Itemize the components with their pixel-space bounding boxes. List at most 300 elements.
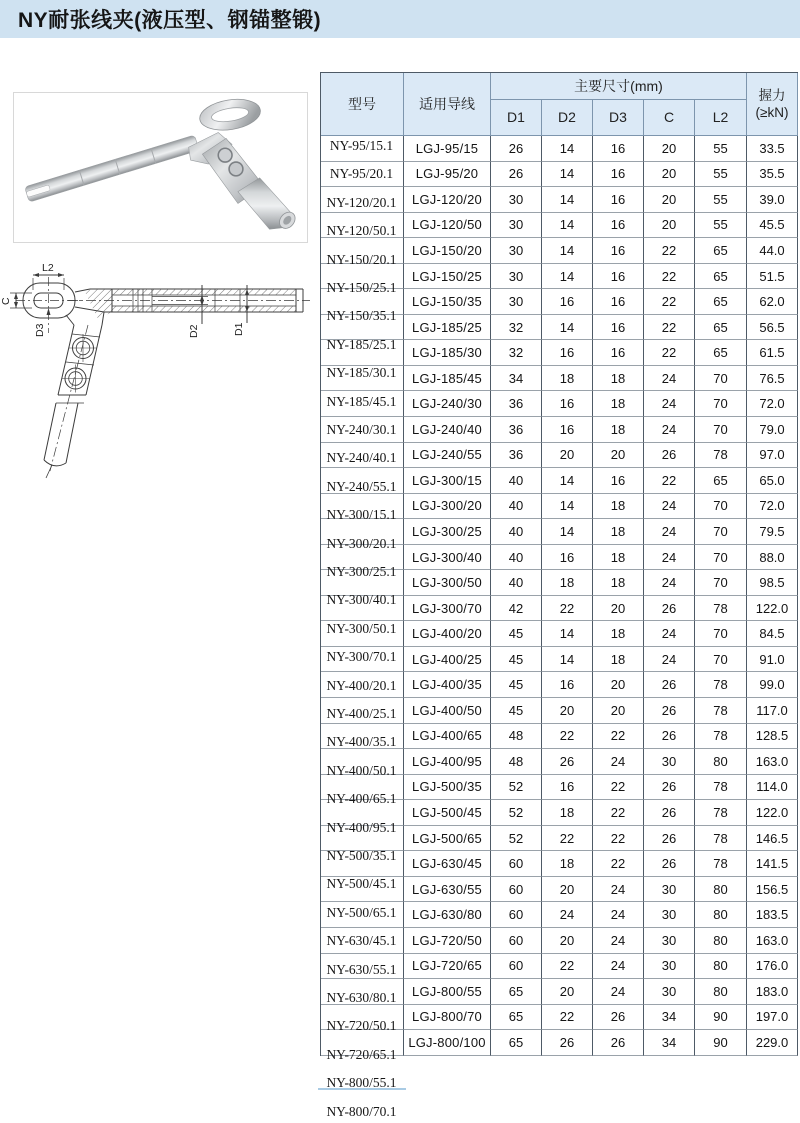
value-cell: 30 xyxy=(491,187,542,213)
dim-label-l2: L2 xyxy=(42,262,54,274)
value-cell: 78 xyxy=(695,698,747,724)
value-cell: 80 xyxy=(695,979,747,1005)
conductor-cell: LGJ-185/30 xyxy=(404,340,491,366)
conductor-cell: LGJ-300/15 xyxy=(404,468,491,494)
value-cell: 26 xyxy=(644,800,695,826)
value-cell: 24 xyxy=(593,954,644,980)
value-cell: 22 xyxy=(644,315,695,341)
value-cell: 16 xyxy=(542,417,593,443)
value-cell: 22 xyxy=(593,851,644,877)
conductor-cell: LGJ-500/45 xyxy=(404,800,491,826)
value-cell: 45.5 xyxy=(747,213,798,239)
value-cell: 26 xyxy=(491,162,542,188)
value-cell: 30 xyxy=(644,902,695,928)
value-cell: 122.0 xyxy=(747,800,798,826)
model-label: NY-240/40.1 xyxy=(326,450,397,466)
conductor-cell: LGJ-400/35 xyxy=(404,672,491,698)
conductor-cell: LGJ-185/45 xyxy=(404,366,491,392)
model-label: NY-630/80.1 xyxy=(326,990,397,1005)
value-cell: 79.5 xyxy=(747,519,798,545)
value-cell: 20 xyxy=(593,596,644,622)
conductor-cell: LGJ-630/45 xyxy=(404,851,491,877)
value-cell: 20 xyxy=(593,443,644,469)
value-cell: 16 xyxy=(542,289,593,315)
value-cell: 55 xyxy=(695,213,747,239)
model-label: NY-185/30.1 xyxy=(326,365,397,381)
value-cell: 70 xyxy=(695,570,747,596)
value-cell: 24 xyxy=(644,494,695,520)
value-cell: 65 xyxy=(695,289,747,315)
value-cell: 70 xyxy=(695,417,747,443)
value-cell: 156.5 xyxy=(747,877,798,903)
model-label: NY-150/35.1 xyxy=(326,308,397,324)
conductor-cell: LGJ-300/50 xyxy=(404,570,491,596)
conductor-cell: LGJ-240/30 xyxy=(404,391,491,417)
value-cell: 24 xyxy=(644,366,695,392)
value-cell: 18 xyxy=(593,366,644,392)
value-cell: 16 xyxy=(542,391,593,417)
model-label: NY-400/65.1 xyxy=(326,791,397,807)
value-cell: 30 xyxy=(644,954,695,980)
value-cell: 24 xyxy=(593,928,644,954)
value-cell: 26 xyxy=(593,1005,644,1031)
model-label: NY-720/65.1 xyxy=(326,1046,397,1062)
conductor-cell: LGJ-400/20 xyxy=(404,621,491,647)
conductor-cell: LGJ-720/50 xyxy=(404,928,491,954)
value-cell: 32 xyxy=(491,340,542,366)
value-cell: 80 xyxy=(695,954,747,980)
model-label: NY-400/20.1 xyxy=(326,677,397,693)
value-cell: 78 xyxy=(695,596,747,622)
header-conductor: 适用导线 xyxy=(404,73,491,136)
conductor-cell: LGJ-300/70 xyxy=(404,596,491,622)
value-cell: 163.0 xyxy=(747,749,798,775)
value-cell: 30 xyxy=(491,289,542,315)
header-d2: D2 xyxy=(542,100,593,136)
value-cell: 14 xyxy=(542,468,593,494)
value-cell: 45 xyxy=(491,672,542,698)
value-cell: 62.0 xyxy=(747,289,798,315)
value-cell: 60 xyxy=(491,877,542,903)
value-cell: 78 xyxy=(695,800,747,826)
value-cell: 40 xyxy=(491,468,542,494)
conductor-cell: LGJ-400/95 xyxy=(404,749,491,775)
value-cell: 40 xyxy=(491,519,542,545)
value-cell: 20 xyxy=(644,213,695,239)
conductor-cell: LGJ-720/65 xyxy=(404,954,491,980)
value-cell: 45 xyxy=(491,647,542,673)
dim-label-d1: D1 xyxy=(233,322,245,336)
value-cell: 14 xyxy=(542,494,593,520)
value-cell: 60 xyxy=(491,902,542,928)
value-cell: 22 xyxy=(542,826,593,852)
header-grip-line1: 握力 xyxy=(758,88,786,103)
model-label: NY-720/50.1 xyxy=(326,1018,397,1034)
dim-label-d3: D3 xyxy=(34,323,46,337)
value-cell: 65 xyxy=(491,1030,542,1056)
model-label: NY-400/95.1 xyxy=(326,819,397,835)
value-cell: 26 xyxy=(644,724,695,750)
conductor-cell: LGJ-800/55 xyxy=(404,979,491,1005)
value-cell: 18 xyxy=(542,570,593,596)
value-cell: 55 xyxy=(695,162,747,188)
value-cell: 30 xyxy=(491,213,542,239)
value-cell: 16 xyxy=(593,187,644,213)
value-cell: 79.0 xyxy=(747,417,798,443)
value-cell: 78 xyxy=(695,672,747,698)
model-label: NY-500/35.1 xyxy=(326,848,397,863)
value-cell: 61.5 xyxy=(747,340,798,366)
conductor-cell: LGJ-300/40 xyxy=(404,545,491,571)
model-label: NY-800/55.1 xyxy=(326,1075,397,1091)
value-cell: 30 xyxy=(644,877,695,903)
value-cell: 20 xyxy=(542,928,593,954)
value-cell: 14 xyxy=(542,315,593,341)
header-grip xyxy=(747,73,798,136)
value-cell: 14 xyxy=(542,187,593,213)
value-cell: 22 xyxy=(593,775,644,801)
conductor-cell: LGJ-500/65 xyxy=(404,826,491,852)
model-label: NY-300/40.1 xyxy=(326,592,397,608)
value-cell: 26 xyxy=(644,851,695,877)
value-cell: 72.0 xyxy=(747,391,798,417)
value-cell: 16 xyxy=(593,238,644,264)
value-cell: 26 xyxy=(644,672,695,698)
value-cell: 14 xyxy=(542,213,593,239)
value-cell: 60 xyxy=(491,851,542,877)
model-label: NY-95/20.1 xyxy=(329,166,394,182)
value-cell: 78 xyxy=(695,826,747,852)
value-cell: 22 xyxy=(593,826,644,852)
conductor-cell: LGJ-400/65 xyxy=(404,724,491,750)
conductor-cell: LGJ-95/20 xyxy=(404,162,491,188)
value-cell: 16 xyxy=(542,775,593,801)
value-cell: 52 xyxy=(491,775,542,801)
value-cell: 229.0 xyxy=(747,1030,798,1056)
header-c: C xyxy=(644,100,695,136)
value-cell: 90 xyxy=(695,1030,747,1056)
model-label: NY-150/20.1 xyxy=(326,251,397,267)
value-cell: 141.5 xyxy=(747,851,798,877)
value-cell: 55 xyxy=(695,187,747,213)
model-label: NY-500/65.1 xyxy=(326,904,397,920)
conductor-cell: LGJ-150/20 xyxy=(404,238,491,264)
value-cell: 26 xyxy=(644,596,695,622)
value-cell: 44.0 xyxy=(747,238,798,264)
value-cell: 51.5 xyxy=(747,264,798,290)
model-label: NY-120/20.1 xyxy=(326,194,397,210)
header-model: 型号 xyxy=(321,73,404,136)
value-cell: 24 xyxy=(644,391,695,417)
value-cell: 24 xyxy=(542,902,593,928)
value-cell: 80 xyxy=(695,902,747,928)
model-label: NY-150/25.1 xyxy=(326,280,397,295)
conductor-cell: LGJ-630/55 xyxy=(404,877,491,903)
value-cell: 30 xyxy=(644,749,695,775)
value-cell: 24 xyxy=(593,979,644,1005)
value-cell: 22 xyxy=(542,724,593,750)
value-cell: 84.5 xyxy=(747,621,798,647)
value-cell: 78 xyxy=(695,851,747,877)
value-cell: 117.0 xyxy=(747,698,798,724)
value-cell: 39.0 xyxy=(747,187,798,213)
value-cell: 18 xyxy=(593,570,644,596)
model-label: NY-800/70.1 xyxy=(326,1103,397,1119)
value-cell: 65 xyxy=(491,1005,542,1031)
value-cell: 30 xyxy=(491,238,542,264)
value-cell: 16 xyxy=(542,340,593,366)
value-cell: 122.0 xyxy=(747,596,798,622)
value-cell: 197.0 xyxy=(747,1005,798,1031)
dim-label-c: C xyxy=(0,297,12,305)
technical-drawing xyxy=(0,245,320,480)
value-cell: 80 xyxy=(695,928,747,954)
value-cell: 26 xyxy=(644,443,695,469)
conductor-cell: LGJ-500/35 xyxy=(404,775,491,801)
value-cell: 18 xyxy=(593,519,644,545)
value-cell: 18 xyxy=(542,366,593,392)
value-cell: 65 xyxy=(695,238,747,264)
value-cell: 65 xyxy=(695,264,747,290)
conductor-cell: LGJ-240/40 xyxy=(404,417,491,443)
model-label: NY-95/15.1 xyxy=(329,138,394,153)
model-label: NY-400/50.1 xyxy=(326,762,397,778)
value-cell: 65 xyxy=(695,315,747,341)
model-label: NY-300/15.1 xyxy=(326,507,397,523)
value-cell: 14 xyxy=(542,162,593,188)
header-l2: L2 xyxy=(695,100,747,136)
value-cell: 24 xyxy=(593,902,644,928)
value-cell: 30 xyxy=(644,979,695,1005)
value-cell: 80 xyxy=(695,749,747,775)
conductor-cell: LGJ-150/25 xyxy=(404,264,491,290)
model-label: NY-185/25.1 xyxy=(326,336,397,352)
value-cell: 18 xyxy=(593,621,644,647)
value-cell: 40 xyxy=(491,570,542,596)
value-cell: 22 xyxy=(644,289,695,315)
page-title: NY耐张线夹(液压型、钢锚整锻) xyxy=(18,9,322,32)
value-cell: 36 xyxy=(491,443,542,469)
value-cell: 16 xyxy=(593,264,644,290)
value-cell: 48 xyxy=(491,724,542,750)
value-cell: 97.0 xyxy=(747,443,798,469)
value-cell: 34 xyxy=(644,1005,695,1031)
value-cell: 88.0 xyxy=(747,545,798,571)
conductor-cell: LGJ-300/25 xyxy=(404,519,491,545)
value-cell: 24 xyxy=(593,877,644,903)
value-cell: 14 xyxy=(542,647,593,673)
conductor-cell: LGJ-800/100 xyxy=(404,1030,491,1056)
model-label: NY-300/70.1 xyxy=(326,649,397,665)
model-label: NY-300/25.1 xyxy=(326,564,397,579)
product-photo-image xyxy=(14,93,307,242)
value-cell: 18 xyxy=(593,545,644,571)
header-d3: D3 xyxy=(593,100,644,136)
conductor-cell: LGJ-800/70 xyxy=(404,1005,491,1031)
value-cell: 26 xyxy=(542,1030,593,1056)
value-cell: 65 xyxy=(491,979,542,1005)
value-cell: 24 xyxy=(644,570,695,596)
value-cell: 18 xyxy=(593,417,644,443)
value-cell: 34 xyxy=(491,366,542,392)
value-cell: 18 xyxy=(542,800,593,826)
value-cell: 24 xyxy=(644,417,695,443)
value-cell: 20 xyxy=(644,136,695,162)
model-label: NY-630/55.1 xyxy=(326,961,397,977)
model-label: NY-240/30.1 xyxy=(326,422,397,437)
value-cell: 26 xyxy=(644,775,695,801)
header-d1: D1 xyxy=(491,100,542,136)
value-cell: 114.0 xyxy=(747,775,798,801)
value-cell: 16 xyxy=(593,340,644,366)
value-cell: 18 xyxy=(593,391,644,417)
value-cell: 76.5 xyxy=(747,366,798,392)
value-cell: 35.5 xyxy=(747,162,798,188)
value-cell: 26 xyxy=(593,1030,644,1056)
conductor-cell: LGJ-300/20 xyxy=(404,494,491,520)
value-cell: 16 xyxy=(593,213,644,239)
value-cell: 26 xyxy=(491,136,542,162)
value-cell: 163.0 xyxy=(747,928,798,954)
value-cell: 14 xyxy=(542,621,593,647)
value-cell: 22 xyxy=(542,954,593,980)
value-cell: 18 xyxy=(593,647,644,673)
value-cell: 65.0 xyxy=(747,468,798,494)
value-cell: 16 xyxy=(593,162,644,188)
value-cell: 146.5 xyxy=(747,826,798,852)
value-cell: 45 xyxy=(491,698,542,724)
value-cell: 56.5 xyxy=(747,315,798,341)
value-cell: 32 xyxy=(491,315,542,341)
model-label: NY-185/45.1 xyxy=(326,393,397,409)
value-cell: 22 xyxy=(644,264,695,290)
value-cell: 98.5 xyxy=(747,570,798,596)
model-label: NY-300/20.1 xyxy=(326,535,397,551)
value-cell: 22 xyxy=(644,340,695,366)
value-cell: 24 xyxy=(644,647,695,673)
dim-label-d2: D2 xyxy=(188,324,200,338)
model-label: NY-240/55.1 xyxy=(326,478,397,494)
conductor-cell: LGJ-120/20 xyxy=(404,187,491,213)
value-cell: 128.5 xyxy=(747,724,798,750)
value-cell: 48 xyxy=(491,749,542,775)
value-cell: 14 xyxy=(542,519,593,545)
value-cell: 20 xyxy=(542,877,593,903)
value-cell: 16 xyxy=(542,545,593,571)
value-cell: 20 xyxy=(542,698,593,724)
value-cell: 65 xyxy=(695,340,747,366)
value-cell: 22 xyxy=(593,724,644,750)
value-cell: 40 xyxy=(491,494,542,520)
value-cell: 26 xyxy=(542,749,593,775)
value-cell: 70 xyxy=(695,391,747,417)
value-cell: 183.5 xyxy=(747,902,798,928)
value-cell: 70 xyxy=(695,545,747,571)
value-cell: 22 xyxy=(644,468,695,494)
value-cell: 90 xyxy=(695,1005,747,1031)
model-label: NY-300/50.1 xyxy=(326,620,397,636)
conductor-cell: LGJ-400/25 xyxy=(404,647,491,673)
value-cell: 22 xyxy=(542,596,593,622)
conductor-cell: LGJ-120/50 xyxy=(404,213,491,239)
value-cell: 60 xyxy=(491,954,542,980)
value-cell: 18 xyxy=(593,494,644,520)
value-cell: 20 xyxy=(644,162,695,188)
value-cell: 52 xyxy=(491,826,542,852)
value-cell: 30 xyxy=(644,928,695,954)
value-cell: 24 xyxy=(644,621,695,647)
value-cell: 70 xyxy=(695,519,747,545)
model-label: NY-400/25.1 xyxy=(326,706,397,721)
technical-drawing-image xyxy=(0,245,320,480)
value-cell: 65 xyxy=(695,468,747,494)
value-cell: 22 xyxy=(593,800,644,826)
value-cell: 78 xyxy=(695,724,747,750)
header-grip-line2: (≥kN) xyxy=(755,105,789,120)
value-cell: 45 xyxy=(491,621,542,647)
value-cell: 26 xyxy=(644,826,695,852)
value-cell: 24 xyxy=(644,545,695,571)
value-cell: 36 xyxy=(491,417,542,443)
conductor-cell: LGJ-240/55 xyxy=(404,443,491,469)
value-cell: 14 xyxy=(542,264,593,290)
product-photo xyxy=(13,92,308,243)
title-bar xyxy=(0,0,800,38)
model-label: NY-120/50.1 xyxy=(326,223,397,239)
value-cell: 20 xyxy=(542,979,593,1005)
value-cell: 78 xyxy=(695,775,747,801)
value-cell: 72.0 xyxy=(747,494,798,520)
conductor-cell: LGJ-185/25 xyxy=(404,315,491,341)
value-cell: 91.0 xyxy=(747,647,798,673)
value-cell: 70 xyxy=(695,494,747,520)
conductor-cell: LGJ-630/80 xyxy=(404,902,491,928)
value-cell: 16 xyxy=(542,672,593,698)
value-cell: 55 xyxy=(695,136,747,162)
header-dims-group: 主要尺寸(mm) xyxy=(491,73,747,100)
value-cell: 176.0 xyxy=(747,954,798,980)
model-label: NY-400/35.1 xyxy=(326,734,397,750)
value-cell: 183.0 xyxy=(747,979,798,1005)
value-cell: 60 xyxy=(491,928,542,954)
value-cell: 78 xyxy=(695,443,747,469)
conductor-cell: LGJ-95/15 xyxy=(404,136,491,162)
value-cell: 20 xyxy=(593,698,644,724)
value-cell: 20 xyxy=(644,187,695,213)
value-cell: 26 xyxy=(644,698,695,724)
value-cell: 99.0 xyxy=(747,672,798,698)
model-label: NY-630/45.1 xyxy=(326,933,397,949)
conductor-cell: LGJ-150/35 xyxy=(404,289,491,315)
value-cell: 20 xyxy=(593,672,644,698)
value-cell: 16 xyxy=(593,136,644,162)
value-cell: 16 xyxy=(593,315,644,341)
conductor-cell: LGJ-400/50 xyxy=(404,698,491,724)
value-cell: 70 xyxy=(695,621,747,647)
value-cell: 16 xyxy=(593,468,644,494)
value-cell: 22 xyxy=(644,238,695,264)
value-cell: 70 xyxy=(695,366,747,392)
value-cell: 14 xyxy=(542,238,593,264)
value-cell: 80 xyxy=(695,877,747,903)
value-cell: 40 xyxy=(491,545,542,571)
value-cell: 33.5 xyxy=(747,136,798,162)
value-cell: 36 xyxy=(491,391,542,417)
value-cell: 24 xyxy=(593,749,644,775)
value-cell: 52 xyxy=(491,800,542,826)
value-cell: 24 xyxy=(644,519,695,545)
value-cell: 16 xyxy=(593,289,644,315)
